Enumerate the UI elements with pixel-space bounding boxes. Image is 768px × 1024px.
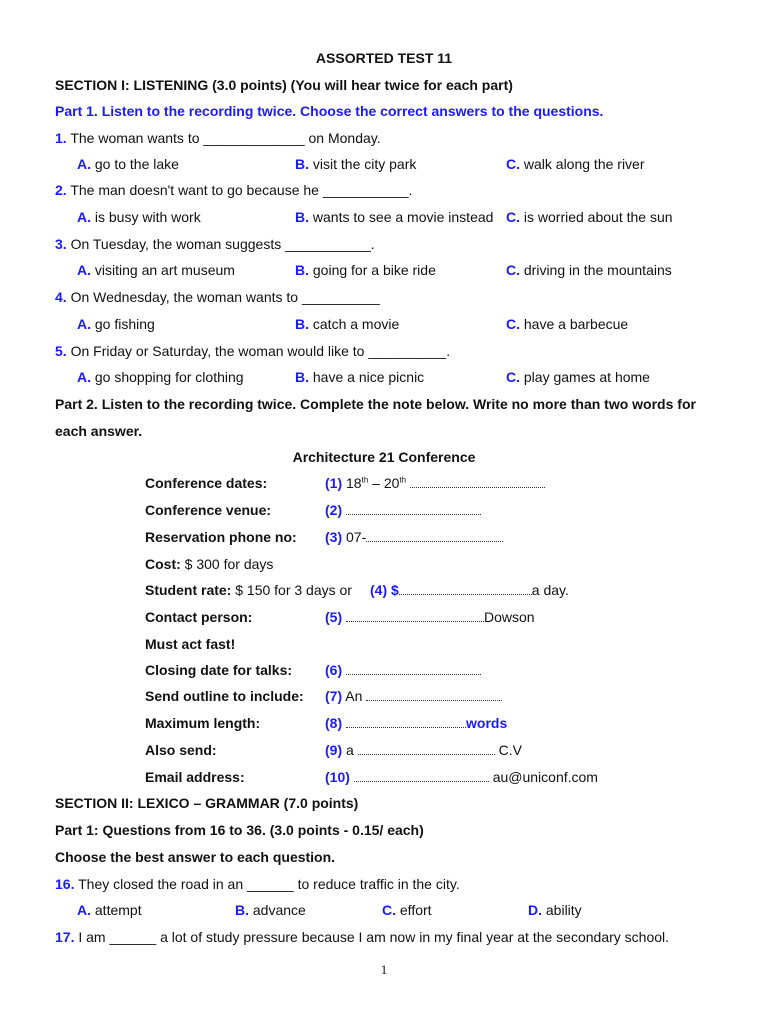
- q16-option-a[interactable]: A. attempt: [77, 902, 142, 918]
- question-1: 1. The woman wants to _____________ on Monday.: [55, 130, 381, 146]
- question-2: 2. The man doesn't want to go because he ___________.: [55, 182, 413, 198]
- answer-blank-9[interactable]: [358, 742, 495, 755]
- question-17: 17. I am ______ a lot of study pressure because I am now in my final year at the secondary school.: [55, 929, 670, 945]
- q16-option-c[interactable]: C. effort: [382, 902, 432, 918]
- question-5: 5. On Friday or Saturday, the woman would like to __________.: [55, 343, 451, 359]
- q4-option-c[interactable]: C. have a barbecue: [506, 316, 629, 332]
- q5-option-a[interactable]: A. go shopping for clothing: [77, 369, 244, 385]
- note-label-student-rate: Student rate: $ 150 for 3 days or: [145, 582, 352, 598]
- q4-option-a[interactable]: A. go fishing: [77, 316, 155, 332]
- note-field-7: (7) An: [325, 688, 502, 704]
- note-label-phone: Reservation phone no:: [145, 529, 297, 545]
- section1-heading: SECTION I: LISTENING (3.0 points) (You will hear twice for each part): [55, 77, 513, 93]
- note-label-dates: Conference dates:: [145, 475, 268, 491]
- answer-blank-5[interactable]: [346, 609, 484, 622]
- note-cost: Cost: $ 300 for days: [145, 556, 274, 572]
- question-16: 16. They closed the road in an ______ to reduce traffic in the city.: [55, 876, 460, 892]
- part2-instruction-line2: each answer.: [55, 423, 143, 439]
- q16-option-b[interactable]: B. advance: [235, 902, 306, 918]
- q1-option-c[interactable]: C. walk along the river: [506, 156, 645, 172]
- q1-option-a[interactable]: A. go to the lake: [77, 156, 179, 172]
- q2-option-b[interactable]: B. wants to see a movie instead: [295, 209, 494, 225]
- note-field-1: (1) 18th – 20th: [325, 475, 545, 491]
- note-label-length: Maximum length:: [145, 715, 261, 731]
- note-title: Architecture 21 Conference: [292, 449, 476, 465]
- note-field-8: (8) words: [325, 715, 508, 731]
- test-title: ASSORTED TEST 11: [315, 50, 453, 66]
- q16-option-d[interactable]: D. ability: [528, 902, 582, 918]
- q4-option-b[interactable]: B. catch a movie: [295, 316, 400, 332]
- note-field-6: (6): [325, 662, 481, 678]
- answer-blank-4[interactable]: [399, 582, 532, 595]
- part2-instruction-line1: Part 2. Listen to the recording twice. Complete the note below. Write no more than two words for: [55, 396, 696, 412]
- note-field-2: (2): [325, 502, 481, 518]
- section2-part1-heading: Part 1: Questions from 16 to 36. (3.0 points - 0.15/ each): [55, 822, 424, 838]
- note-field-10: (10) au@uniconf.com: [325, 769, 598, 785]
- q5-option-c[interactable]: C. play games at home: [506, 369, 650, 385]
- note-must-act: Must act fast!: [145, 636, 236, 652]
- answer-blank-6[interactable]: [346, 662, 481, 675]
- q2-option-c[interactable]: C. is worried about the sun: [506, 209, 673, 225]
- answer-blank-10[interactable]: [354, 769, 489, 782]
- answer-blank-3[interactable]: [366, 529, 503, 542]
- note-label-also-send: Also send:: [145, 742, 217, 758]
- note-field-3: (3) 07-: [325, 529, 503, 545]
- q3-option-c[interactable]: C. driving in the mountains: [506, 262, 672, 278]
- note-label-outline: Send outline to include:: [145, 688, 304, 704]
- q3-option-b[interactable]: B. going for a bike ride: [295, 262, 436, 278]
- note-label-email: Email address:: [145, 769, 245, 785]
- note-field-9: (9) a C.V: [325, 742, 522, 758]
- answer-blank-1[interactable]: [410, 475, 545, 488]
- q2-option-a[interactable]: A. is busy with work: [77, 209, 201, 225]
- section2-instruction: Choose the best answer to each question.: [55, 849, 336, 865]
- question-3: 3. On Tuesday, the woman suggests ___________.: [55, 236, 375, 252]
- answer-blank-7[interactable]: [366, 688, 502, 701]
- q1-option-b[interactable]: B. visit the city park: [295, 156, 417, 172]
- answer-blank-2[interactable]: [346, 502, 481, 515]
- section2-heading: SECTION II: LEXICO – GRAMMAR (7.0 points): [55, 795, 359, 811]
- note-field-4: (4) $ a day.: [370, 582, 569, 598]
- page-number: 1: [380, 962, 388, 977]
- note-label-contact: Contact person:: [145, 609, 253, 625]
- q5-option-b[interactable]: B. have a nice picnic: [295, 369, 425, 385]
- part1-instruction: Part 1. Listen to the recording twice. Choose the correct answers to the questions.: [55, 103, 604, 119]
- note-field-5: (5) Dowson: [325, 609, 535, 625]
- note-label-closing: Closing date for talks:: [145, 662, 293, 678]
- answer-blank-8[interactable]: [346, 715, 466, 728]
- q3-option-a[interactable]: A. visiting an art museum: [77, 262, 235, 278]
- note-label-venue: Conference venue:: [145, 502, 272, 518]
- question-4: 4. On Wednesday, the woman wants to __________: [55, 289, 380, 305]
